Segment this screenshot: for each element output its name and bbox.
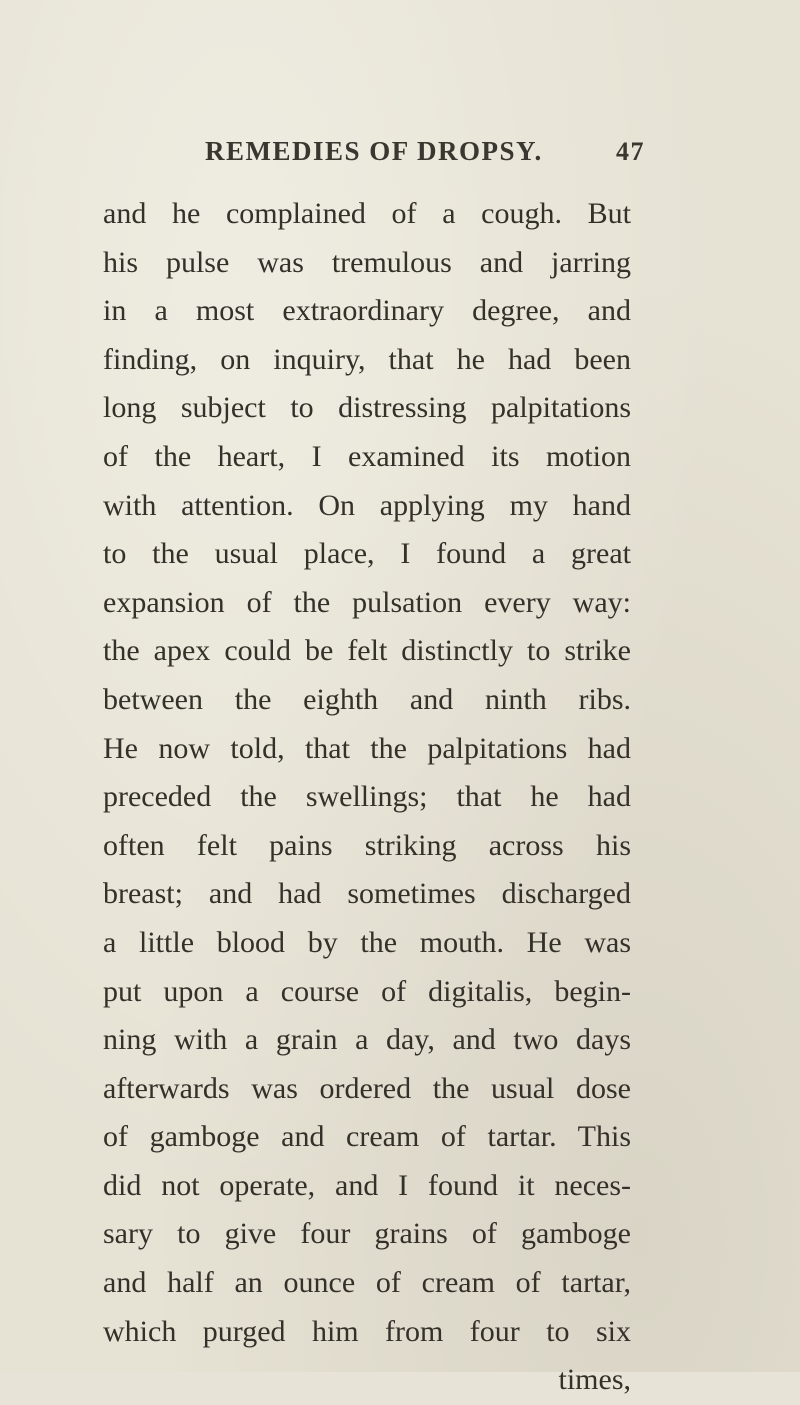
text-line: did not operate, and I found it neces- <box>103 1168 631 1202</box>
text-line: in a most extraordinary degree, and <box>103 294 631 328</box>
running-title: REMEDIES OF DROPSY. <box>205 136 543 166</box>
text-line: ning with a grain a day, and two days <box>103 1023 631 1057</box>
text-line: between the eighth and ninth ribs. <box>103 682 631 716</box>
text-line: preceded the swellings; that he had <box>103 780 631 814</box>
text-line: with attention. On applying my hand <box>103 488 631 522</box>
text-line: expansion of the pulsation every way: <box>103 585 631 619</box>
text-line: finding, on inquiry, that he had been <box>103 342 631 376</box>
text-line: often felt pains striking across his <box>103 828 631 862</box>
text-line: of the heart, I examined its motion <box>103 439 631 473</box>
text-line: and half an ounce of cream of tartar, <box>103 1266 631 1300</box>
text-line: his pulse was tremulous and jarring <box>103 245 631 279</box>
text-line: which purged him from four to six <box>103 1314 631 1348</box>
text-line: afterwards was ordered the usual dose <box>103 1071 631 1105</box>
text-line: to the usual place, I found a great <box>103 537 631 571</box>
text-line: a little blood by the mouth. He was <box>103 925 631 959</box>
text-line: sary to give four grains of gamboge <box>103 1217 631 1251</box>
text-line: He now told, that the palpitations had <box>103 731 631 765</box>
catchword: times, <box>558 1363 631 1397</box>
body-text <box>103 190 631 1405</box>
text-line: of gamboge and cream of tartar. This <box>103 1120 631 1154</box>
running-head <box>205 136 645 176</box>
text-line: breast; and had sometimes discharged <box>103 877 631 911</box>
text-line: the apex could be felt distinctly to strike <box>103 634 631 668</box>
text-line: put upon a course of digitalis, begin- <box>103 974 631 1008</box>
page-number: 47 <box>616 137 645 166</box>
text-line: long subject to distressing palpitations <box>103 391 631 425</box>
text-line: and he complained of a cough. But <box>103 197 631 230</box>
